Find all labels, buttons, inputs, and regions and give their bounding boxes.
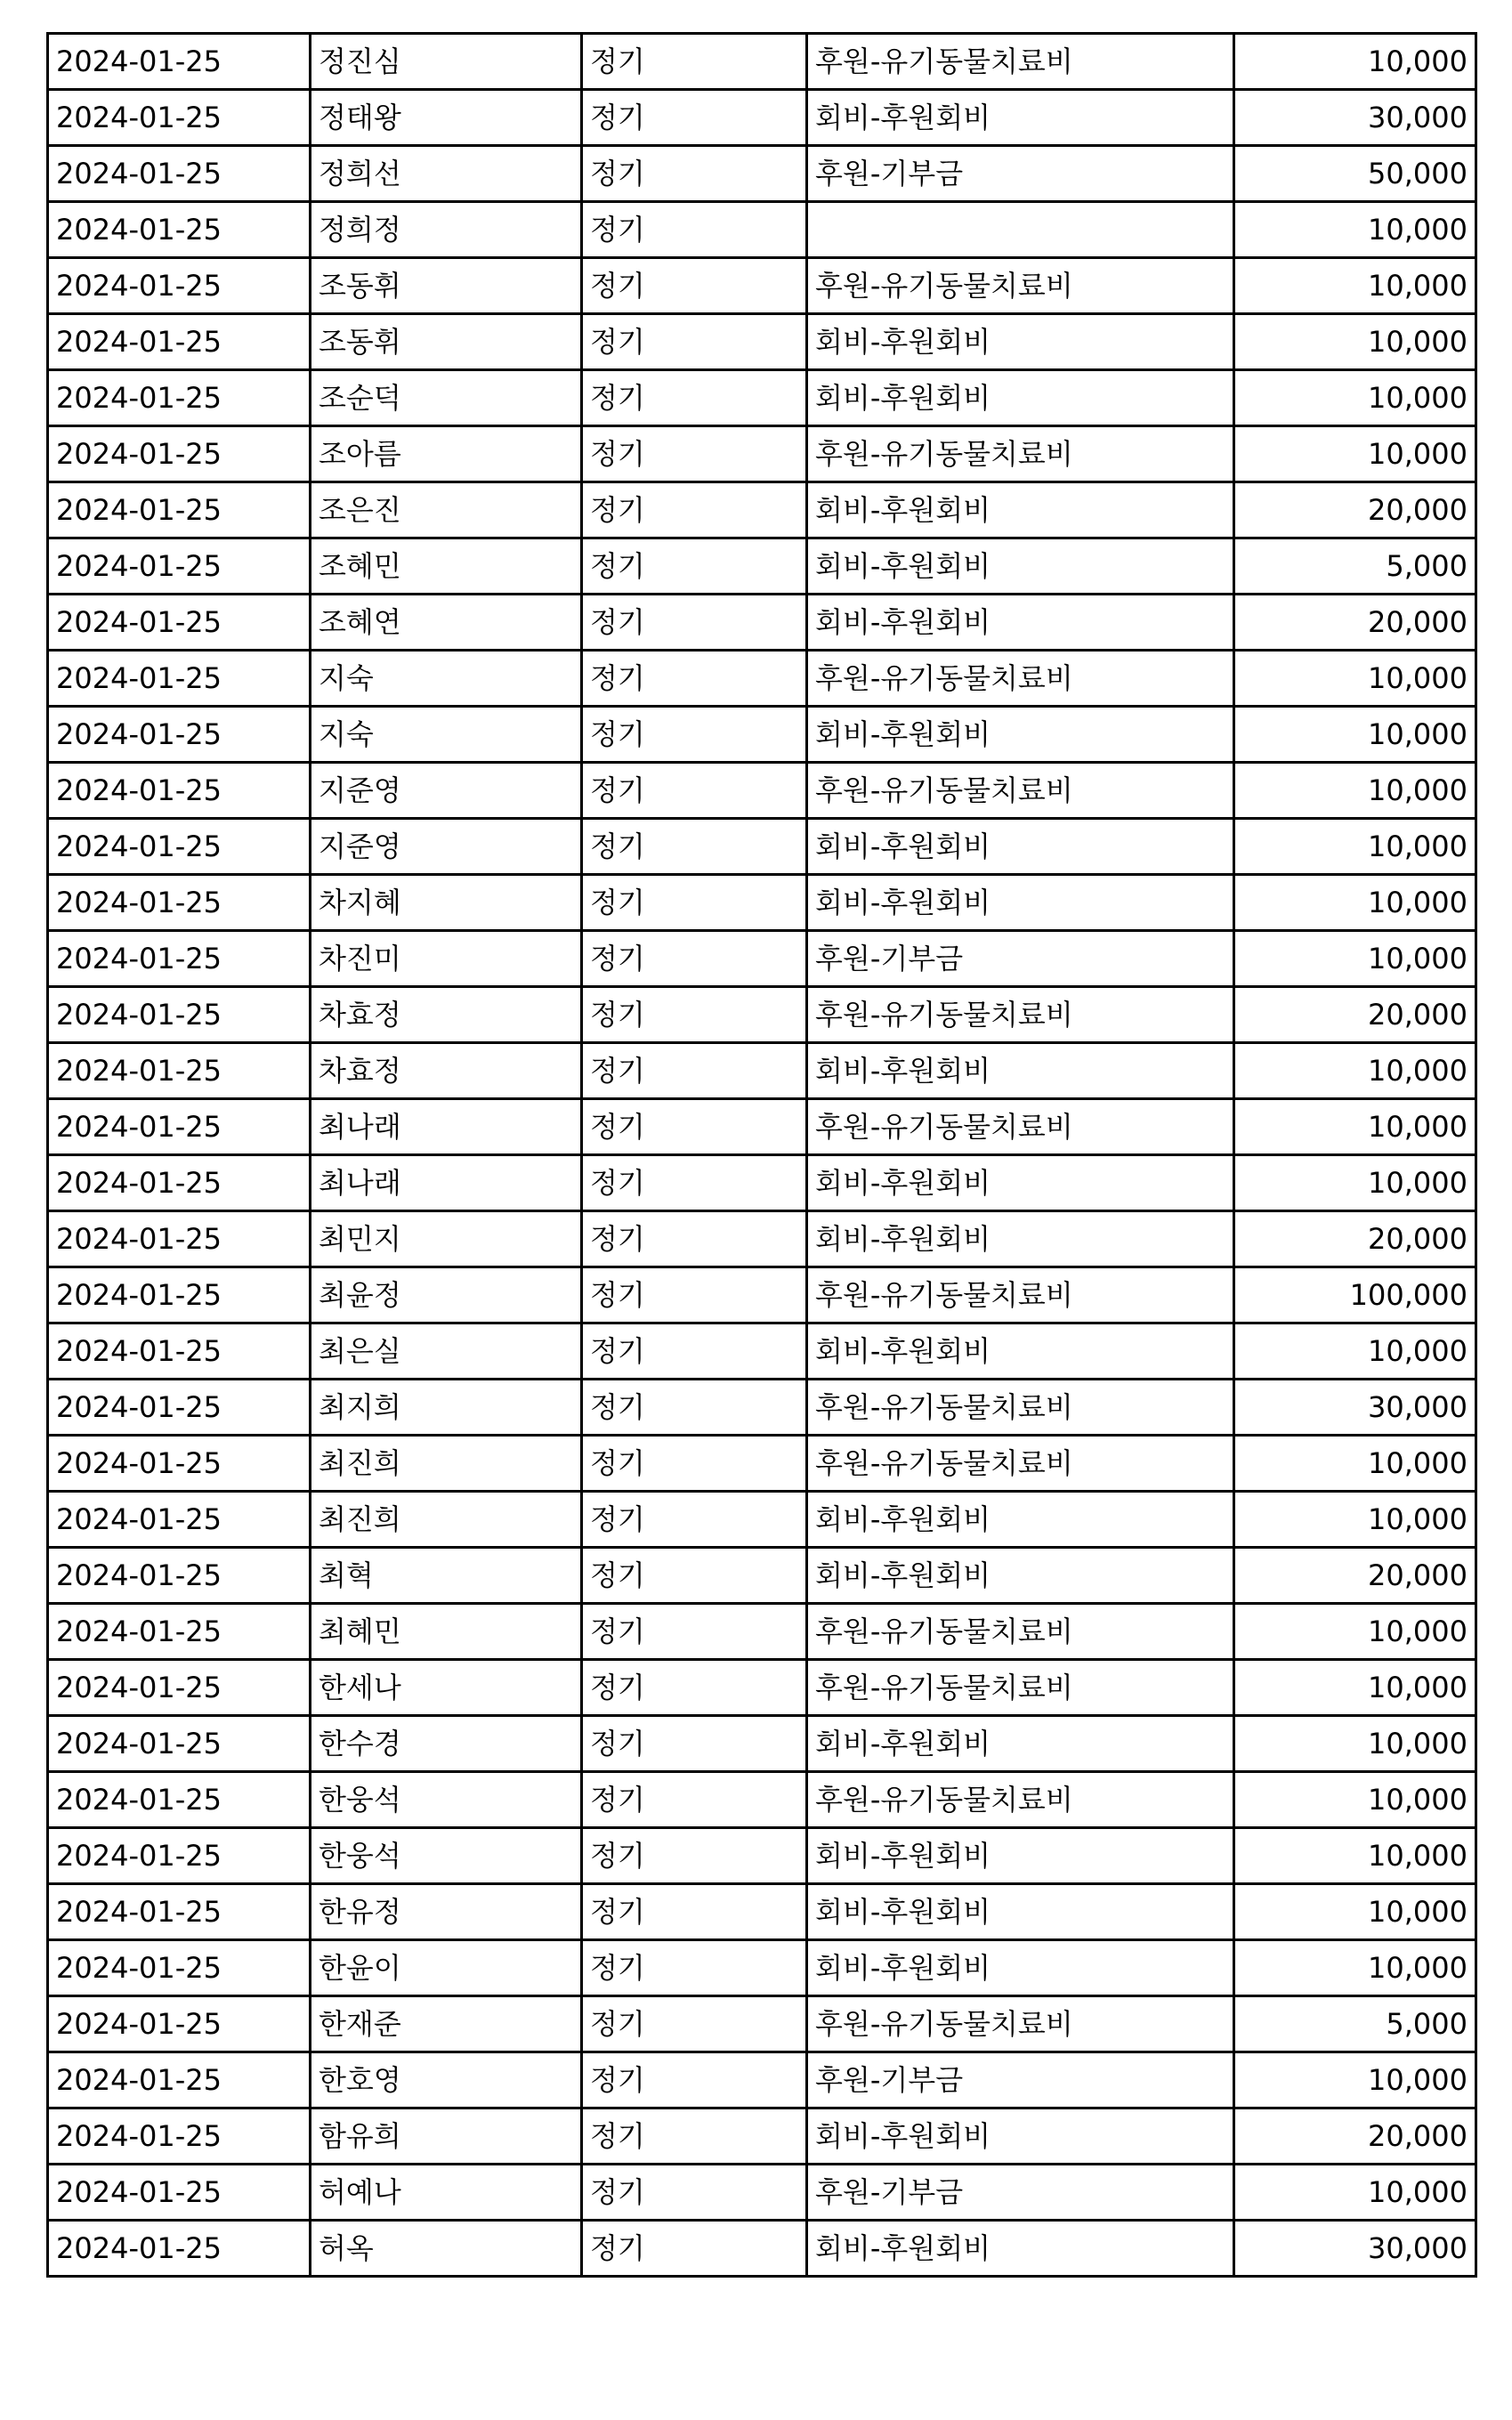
amount-cell: 10,000: [1234, 1772, 1476, 1828]
amount-cell: 30,000: [1234, 2221, 1476, 2277]
category-cell: 회비-후원회비: [807, 2221, 1234, 2277]
amount-cell: 10,000: [1234, 1828, 1476, 1884]
payment-type-cell: 정기: [582, 370, 807, 426]
payment-type-cell: 정기: [582, 931, 807, 987]
category-cell: 회비-후원회비: [807, 1323, 1234, 1380]
donor-name-cell: 한유정: [311, 1884, 582, 1940]
amount-cell: 10,000: [1234, 34, 1476, 90]
amount-cell: 10,000: [1234, 1099, 1476, 1155]
table-row: [48, 258, 1476, 314]
date-cell: 2024-01-25: [48, 482, 311, 538]
category-cell: 회비-후원회비: [807, 1043, 1234, 1099]
category-cell: 회비-후원회비: [807, 370, 1234, 426]
date-cell: 2024-01-25: [48, 1380, 311, 1436]
category-cell: 후원-유기동물치료비: [807, 258, 1234, 314]
date-cell: 2024-01-25: [48, 2221, 311, 2277]
date-cell: 2024-01-25: [48, 1548, 311, 1604]
payment-type-cell: 정기: [582, 1211, 807, 1267]
payment-type-cell: 정기: [582, 90, 807, 146]
payment-type-cell: 정기: [582, 258, 807, 314]
date-cell: 2024-01-25: [48, 1940, 311, 1996]
table-row: [48, 1604, 1476, 1660]
table-row: [48, 1380, 1476, 1436]
payment-type-cell: 정기: [582, 34, 807, 90]
table-row: [48, 2108, 1476, 2165]
donor-name-cell: 차지혜: [311, 875, 582, 931]
amount-cell: 20,000: [1234, 987, 1476, 1043]
donor-name-cell: 조아름: [311, 426, 582, 482]
category-cell: 후원-유기동물치료비: [807, 1099, 1234, 1155]
amount-cell: 10,000: [1234, 2052, 1476, 2108]
donor-name-cell: 최혁: [311, 1548, 582, 1604]
amount-cell: 10,000: [1234, 1043, 1476, 1099]
amount-cell: 30,000: [1234, 90, 1476, 146]
category-cell: 후원-기부금: [807, 931, 1234, 987]
amount-cell: 10,000: [1234, 1660, 1476, 1716]
category-cell: 후원-유기동물치료비: [807, 1772, 1234, 1828]
donor-name-cell: 최혜민: [311, 1604, 582, 1660]
donation-ledger-table: [46, 32, 1477, 2278]
category-cell: 후원-유기동물치료비: [807, 763, 1234, 819]
category-cell: 후원-유기동물치료비: [807, 987, 1234, 1043]
category-cell: 회비-후원회비: [807, 1828, 1234, 1884]
category-cell: 회비-후원회비: [807, 1548, 1234, 1604]
amount-cell: 10,000: [1234, 258, 1476, 314]
date-cell: 2024-01-25: [48, 1996, 311, 2052]
payment-type-cell: 정기: [582, 1884, 807, 1940]
date-cell: 2024-01-25: [48, 2108, 311, 2165]
category-cell: 회비-후원회비: [807, 819, 1234, 875]
table-row: [48, 819, 1476, 875]
amount-cell: 10,000: [1234, 426, 1476, 482]
table-row: [48, 763, 1476, 819]
donor-name-cell: 최민지: [311, 1211, 582, 1267]
payment-type-cell: 정기: [582, 1660, 807, 1716]
amount-cell: 10,000: [1234, 1604, 1476, 1660]
payment-type-cell: 정기: [582, 819, 807, 875]
amount-cell: 10,000: [1234, 1155, 1476, 1211]
category-cell: 회비-후원회비: [807, 482, 1234, 538]
table-row: [48, 2052, 1476, 2108]
date-cell: 2024-01-25: [48, 1660, 311, 1716]
payment-type-cell: 정기: [582, 1716, 807, 1772]
category-cell: 회비-후원회비: [807, 595, 1234, 651]
category-cell: 후원-유기동물치료비: [807, 34, 1234, 90]
amount-cell: 20,000: [1234, 1548, 1476, 1604]
table-row: [48, 538, 1476, 595]
date-cell: 2024-01-25: [48, 202, 311, 258]
table-row: [48, 1492, 1476, 1548]
table-row: [48, 314, 1476, 370]
payment-type-cell: 정기: [582, 1492, 807, 1548]
amount-cell: 100,000: [1234, 1267, 1476, 1323]
amount-cell: 10,000: [1234, 763, 1476, 819]
category-cell: 후원-기부금: [807, 146, 1234, 202]
date-cell: 2024-01-25: [48, 651, 311, 707]
table-row: [48, 1099, 1476, 1155]
payment-type-cell: 정기: [582, 987, 807, 1043]
table-row: [48, 202, 1476, 258]
donor-name-cell: 한수경: [311, 1716, 582, 1772]
table-row: [48, 707, 1476, 763]
date-cell: 2024-01-25: [48, 258, 311, 314]
donor-name-cell: 최나래: [311, 1099, 582, 1155]
table-row: [48, 2221, 1476, 2277]
amount-cell: 20,000: [1234, 595, 1476, 651]
donor-name-cell: 한윤이: [311, 1940, 582, 1996]
date-cell: 2024-01-25: [48, 707, 311, 763]
donor-name-cell: 함유희: [311, 2108, 582, 2165]
table-row: [48, 1323, 1476, 1380]
category-cell: 후원-유기동물치료비: [807, 1604, 1234, 1660]
payment-type-cell: 정기: [582, 1772, 807, 1828]
amount-cell: 10,000: [1234, 819, 1476, 875]
category-cell: 회비-후원회비: [807, 538, 1234, 595]
table-row: [48, 1155, 1476, 1211]
donor-name-cell: 지준영: [311, 819, 582, 875]
table-row: [48, 1828, 1476, 1884]
amount-cell: 20,000: [1234, 482, 1476, 538]
payment-type-cell: 정기: [582, 875, 807, 931]
date-cell: 2024-01-25: [48, 314, 311, 370]
table-row: [48, 1211, 1476, 1267]
category-cell: 후원-유기동물치료비: [807, 651, 1234, 707]
amount-cell: 10,000: [1234, 1716, 1476, 1772]
donor-name-cell: 한호영: [311, 2052, 582, 2108]
amount-cell: 20,000: [1234, 1211, 1476, 1267]
donor-name-cell: 차효정: [311, 1043, 582, 1099]
category-cell: [807, 202, 1234, 258]
category-cell: 후원-유기동물치료비: [807, 426, 1234, 482]
amount-cell: 10,000: [1234, 2165, 1476, 2221]
ledger-body: [48, 34, 1476, 2277]
donor-name-cell: 한재준: [311, 1996, 582, 2052]
table-row: [48, 1660, 1476, 1716]
payment-type-cell: 정기: [582, 538, 807, 595]
payment-type-cell: 정기: [582, 146, 807, 202]
payment-type-cell: 정기: [582, 1380, 807, 1436]
table-row: [48, 90, 1476, 146]
payment-type-cell: 정기: [582, 314, 807, 370]
payment-type-cell: 정기: [582, 1828, 807, 1884]
category-cell: 회비-후원회비: [807, 314, 1234, 370]
amount-cell: 10,000: [1234, 1323, 1476, 1380]
donor-name-cell: 조혜연: [311, 595, 582, 651]
payment-type-cell: 정기: [582, 1323, 807, 1380]
donor-name-cell: 한웅석: [311, 1828, 582, 1884]
table-row: [48, 651, 1476, 707]
payment-type-cell: 정기: [582, 1436, 807, 1492]
table-row: [48, 1884, 1476, 1940]
date-cell: 2024-01-25: [48, 538, 311, 595]
date-cell: 2024-01-25: [48, 1211, 311, 1267]
date-cell: 2024-01-25: [48, 146, 311, 202]
category-cell: 후원-기부금: [807, 2165, 1234, 2221]
amount-cell: 10,000: [1234, 1940, 1476, 1996]
table-row: [48, 931, 1476, 987]
category-cell: 회비-후원회비: [807, 1492, 1234, 1548]
table-row: [48, 987, 1476, 1043]
date-cell: 2024-01-25: [48, 1716, 311, 1772]
donor-name-cell: 차진미: [311, 931, 582, 987]
donor-name-cell: 지숙: [311, 651, 582, 707]
date-cell: 2024-01-25: [48, 1155, 311, 1211]
table-row: [48, 2165, 1476, 2221]
date-cell: 2024-01-25: [48, 1772, 311, 1828]
amount-cell: 10,000: [1234, 931, 1476, 987]
amount-cell: 10,000: [1234, 1436, 1476, 1492]
table-row: [48, 1267, 1476, 1323]
date-cell: 2024-01-25: [48, 1884, 311, 1940]
date-cell: 2024-01-25: [48, 2165, 311, 2221]
donor-name-cell: 정희선: [311, 146, 582, 202]
category-cell: 회비-후원회비: [807, 2108, 1234, 2165]
donor-name-cell: 지준영: [311, 763, 582, 819]
donor-name-cell: 최은실: [311, 1323, 582, 1380]
amount-cell: 5,000: [1234, 538, 1476, 595]
category-cell: 회비-후원회비: [807, 875, 1234, 931]
amount-cell: 30,000: [1234, 1380, 1476, 1436]
table-row: [48, 1772, 1476, 1828]
table-row: [48, 875, 1476, 931]
donor-name-cell: 한웅석: [311, 1772, 582, 1828]
category-cell: 회비-후원회비: [807, 1940, 1234, 1996]
table-row: [48, 1043, 1476, 1099]
payment-type-cell: 정기: [582, 1548, 807, 1604]
date-cell: 2024-01-25: [48, 1828, 311, 1884]
table-row: [48, 1940, 1476, 1996]
date-cell: 2024-01-25: [48, 1436, 311, 1492]
date-cell: 2024-01-25: [48, 595, 311, 651]
date-cell: 2024-01-25: [48, 1323, 311, 1380]
date-cell: 2024-01-25: [48, 90, 311, 146]
category-cell: 후원-유기동물치료비: [807, 1660, 1234, 1716]
amount-cell: 10,000: [1234, 1492, 1476, 1548]
amount-cell: 10,000: [1234, 314, 1476, 370]
table-row: [48, 1548, 1476, 1604]
date-cell: 2024-01-25: [48, 1492, 311, 1548]
payment-type-cell: 정기: [582, 1940, 807, 1996]
payment-type-cell: 정기: [582, 2165, 807, 2221]
donor-name-cell: 조순덕: [311, 370, 582, 426]
amount-cell: 10,000: [1234, 875, 1476, 931]
amount-cell: 20,000: [1234, 2108, 1476, 2165]
donor-name-cell: 최지희: [311, 1380, 582, 1436]
category-cell: 회비-후원회비: [807, 1716, 1234, 1772]
category-cell: 후원-유기동물치료비: [807, 1267, 1234, 1323]
category-cell: 후원-유기동물치료비: [807, 1996, 1234, 2052]
amount-cell: 10,000: [1234, 1884, 1476, 1940]
amount-cell: 50,000: [1234, 146, 1476, 202]
date-cell: 2024-01-25: [48, 819, 311, 875]
donor-name-cell: 최진희: [311, 1436, 582, 1492]
category-cell: 후원-기부금: [807, 2052, 1234, 2108]
date-cell: 2024-01-25: [48, 931, 311, 987]
table-row: [48, 482, 1476, 538]
payment-type-cell: 정기: [582, 1996, 807, 2052]
category-cell: 후원-유기동물치료비: [807, 1380, 1234, 1436]
date-cell: 2024-01-25: [48, 370, 311, 426]
category-cell: 회비-후원회비: [807, 1211, 1234, 1267]
payment-type-cell: 정기: [582, 482, 807, 538]
table-row: [48, 146, 1476, 202]
donor-name-cell: 조동휘: [311, 258, 582, 314]
donor-name-cell: 조은진: [311, 482, 582, 538]
donor-name-cell: 최윤정: [311, 1267, 582, 1323]
donor-name-cell: 차효정: [311, 987, 582, 1043]
table-row: [48, 426, 1476, 482]
date-cell: 2024-01-25: [48, 1099, 311, 1155]
donor-name-cell: 정희정: [311, 202, 582, 258]
table-row: [48, 1716, 1476, 1772]
category-cell: 회비-후원회비: [807, 1884, 1234, 1940]
donor-name-cell: 조동휘: [311, 314, 582, 370]
donor-name-cell: 지숙: [311, 707, 582, 763]
payment-type-cell: 정기: [582, 651, 807, 707]
date-cell: 2024-01-25: [48, 875, 311, 931]
category-cell: 회비-후원회비: [807, 707, 1234, 763]
payment-type-cell: 정기: [582, 1043, 807, 1099]
donor-name-cell: 한세나: [311, 1660, 582, 1716]
payment-type-cell: 정기: [582, 1604, 807, 1660]
payment-type-cell: 정기: [582, 1099, 807, 1155]
donor-name-cell: 정진심: [311, 34, 582, 90]
donor-name-cell: 최진희: [311, 1492, 582, 1548]
payment-type-cell: 정기: [582, 2052, 807, 2108]
donor-name-cell: 허옥: [311, 2221, 582, 2277]
payment-type-cell: 정기: [582, 1267, 807, 1323]
date-cell: 2024-01-25: [48, 1267, 311, 1323]
table-row: [48, 1436, 1476, 1492]
amount-cell: 10,000: [1234, 707, 1476, 763]
category-cell: 회비-후원회비: [807, 1155, 1234, 1211]
donor-name-cell: 조혜민: [311, 538, 582, 595]
amount-cell: 10,000: [1234, 651, 1476, 707]
payment-type-cell: 정기: [582, 1155, 807, 1211]
donor-name-cell: 허예나: [311, 2165, 582, 2221]
date-cell: 2024-01-25: [48, 426, 311, 482]
category-cell: 회비-후원회비: [807, 90, 1234, 146]
date-cell: 2024-01-25: [48, 1043, 311, 1099]
table-row: [48, 370, 1476, 426]
date-cell: 2024-01-25: [48, 34, 311, 90]
table-row: [48, 34, 1476, 90]
payment-type-cell: 정기: [582, 707, 807, 763]
payment-type-cell: 정기: [582, 202, 807, 258]
payment-type-cell: 정기: [582, 2221, 807, 2277]
amount-cell: 5,000: [1234, 1996, 1476, 2052]
donor-name-cell: 최나래: [311, 1155, 582, 1211]
date-cell: 2024-01-25: [48, 2052, 311, 2108]
amount-cell: 10,000: [1234, 370, 1476, 426]
table-row: [48, 595, 1476, 651]
payment-type-cell: 정기: [582, 763, 807, 819]
amount-cell: 10,000: [1234, 202, 1476, 258]
payment-type-cell: 정기: [582, 595, 807, 651]
donor-name-cell: 정태왕: [311, 90, 582, 146]
payment-type-cell: 정기: [582, 2108, 807, 2165]
payment-type-cell: 정기: [582, 426, 807, 482]
date-cell: 2024-01-25: [48, 987, 311, 1043]
date-cell: 2024-01-25: [48, 1604, 311, 1660]
table-row: [48, 1996, 1476, 2052]
date-cell: 2024-01-25: [48, 763, 311, 819]
category-cell: 후원-유기동물치료비: [807, 1436, 1234, 1492]
